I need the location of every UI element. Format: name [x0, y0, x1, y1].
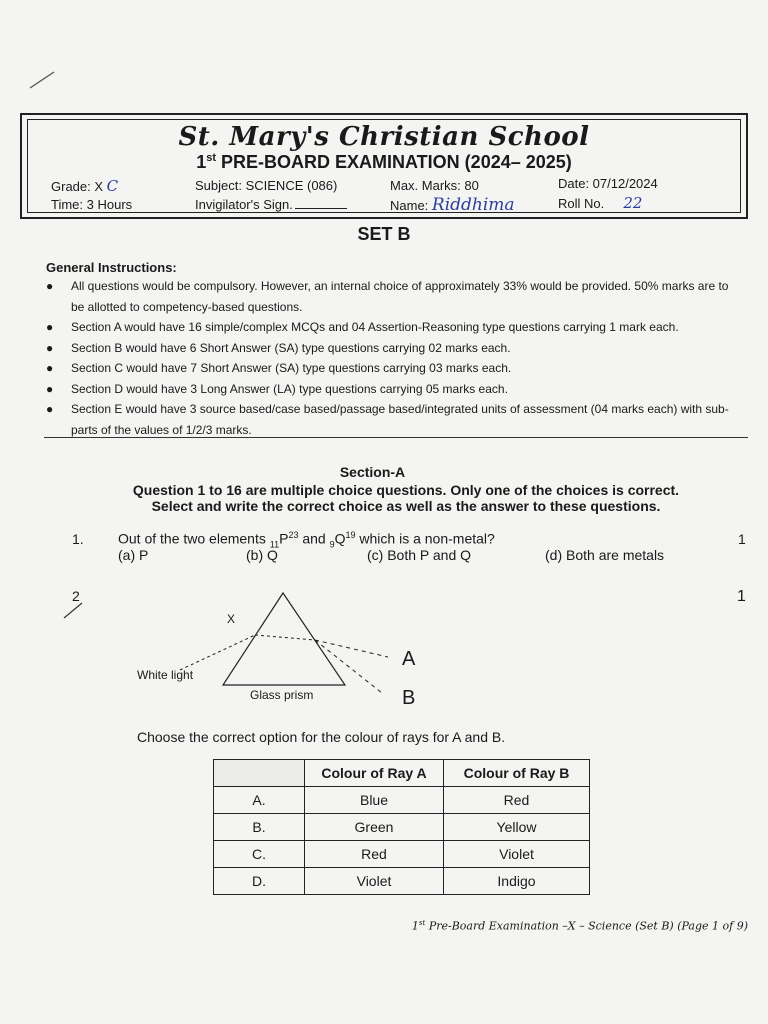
section-instructions: Question 1 to 16 are multiple choice questions. Only one of the choices is correct. Select and write the correct choice as well as the answer to these questions.	[132, 482, 680, 514]
q1-option: (c) Both P and Q	[367, 547, 472, 563]
table-cell: Blue	[305, 787, 444, 814]
instruction-item: ● Section E would have 3 source based/case based/passage based/integrated units of assessment (04 marks each) with sub-parts of the values of 1/2/3 marks.	[46, 402, 729, 437]
date-field: Date: 07/12/2024	[558, 176, 658, 191]
q1-option: (b) Q	[246, 547, 278, 563]
table-row	[214, 814, 590, 841]
table-header-cell: Colour of Ray B	[444, 760, 590, 787]
table-row	[214, 868, 590, 895]
refracted-ray	[255, 635, 315, 640]
table-row	[214, 787, 590, 814]
pen-mark	[28, 68, 58, 92]
label-x: X	[227, 612, 236, 626]
max-marks-field: Max. Marks: 80	[390, 178, 479, 193]
time-field: Time: 3 Hours	[51, 197, 133, 212]
table-cell: A.	[214, 787, 305, 814]
glass-prism-shape	[223, 593, 345, 685]
label-ray-a: A	[402, 648, 416, 670]
q1-option: (d) Both are metals	[545, 547, 665, 563]
roll-field: Roll No. 22	[558, 194, 658, 213]
q1-text: Out of the two elements $_{11}P^{23}$ and $_9Q^{19}$ which is a non-metal?	[118, 530, 495, 550]
instruction-item: ● All questions would be compulsory. However, an internal choice of approximately 33% would be provided. 50% marks are to be allotted to competency-based questions.	[46, 279, 729, 314]
table-cell: Green	[305, 814, 444, 841]
table-header-cell	[214, 760, 305, 787]
grade-handwritten: C	[106, 177, 119, 195]
table-cell: Violet	[444, 841, 590, 868]
roll-handwritten: 22	[608, 194, 658, 213]
exam-title: 1st PRE-BOARD EXAMINATION (2024– 2025)	[196, 152, 572, 172]
instructions-list	[46, 276, 736, 440]
instruction-item: ● Section D would have 3 Long Answer (LA) type questions carrying 05 marks each.	[46, 381, 508, 396]
instructions-title: General Instructions:	[46, 260, 177, 275]
table-cell: Red	[444, 787, 590, 814]
table-cell: Violet	[305, 868, 444, 895]
grade-field: Grade: X C	[51, 177, 119, 195]
table-cell: B.	[214, 814, 305, 841]
name-handwritten: Riddhima	[431, 195, 515, 215]
table-cell: Red	[305, 841, 444, 868]
q2-number: 2	[72, 588, 80, 604]
section-title: Section-A	[339, 464, 406, 480]
table-cell: Indigo	[444, 868, 590, 895]
table-row	[214, 841, 590, 868]
invigilator-field: Invigilator's Sign.	[195, 197, 347, 212]
table-cell: C.	[214, 841, 305, 868]
instruction-item: ● Section C would have 7 Short Answer (SA) type questions carrying 03 marks each.	[46, 361, 512, 375]
page-footer: 1st Pre-Board Examination –X – Science (Set B) (Page 1 of 9)	[411, 919, 748, 933]
table-header-cell: Colour of Ray A	[305, 760, 444, 787]
instruction-item: ● Section A would have 16 simple/complex MCQs and 04 Assertion-Reasoning type questions carrying 1 mark each.	[46, 320, 679, 334]
table-header-row	[214, 760, 590, 787]
set-label: SET B	[357, 224, 411, 244]
label-white-light: White light	[137, 668, 194, 682]
q2-marks: 1	[737, 588, 746, 605]
name-field: Name: Riddhima	[390, 195, 515, 215]
label-ray-b: B	[402, 687, 416, 709]
q1-option: (a) P	[118, 547, 149, 563]
table-cell: D.	[214, 868, 305, 895]
table-cell: Yellow	[444, 814, 590, 841]
divider	[44, 437, 748, 438]
q1-number: 1.	[72, 531, 84, 547]
emergent-ray-a	[315, 640, 388, 657]
instruction-item: ● Section B would have 6 Short Answer (SA) type questions carrying 02 marks each.	[46, 340, 511, 355]
q2-question: Choose the correct option for the colour of rays for A and B.	[137, 729, 506, 745]
school-name: St. Mary's Christian School	[178, 122, 590, 152]
label-glass-prism: Glass prism	[250, 688, 314, 702]
subject-field: Subject: SCIENCE (086)	[195, 178, 338, 193]
q2-options-table	[213, 759, 590, 895]
q1-marks: 1	[738, 531, 746, 547]
q2-tick-mark	[62, 600, 86, 620]
